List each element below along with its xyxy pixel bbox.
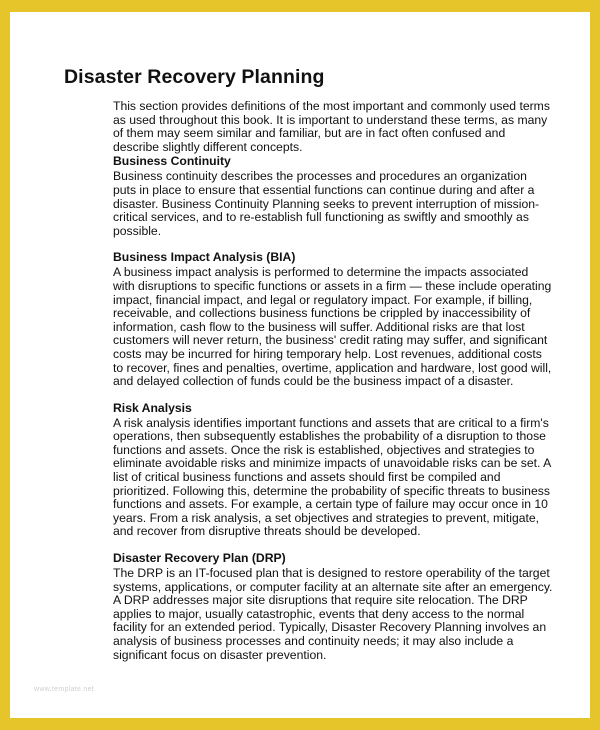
section-body: Business continuity describes the processes and procedures an organization puts in place to ensure that essential functions can continue during and after a disaster. Business Continuity Planning seeks to prevent interruption of mission-critical services, and to re-establish full functioning as swiftly and smoothly as possible. <box>113 169 540 238</box>
section-business-impact-analysis <box>113 250 553 388</box>
document-title: Disaster Recovery Planning <box>64 66 325 88</box>
section-heading: Business Impact Analysis (BIA) <box>113 250 296 265</box>
section-disaster-recovery-plan <box>113 551 553 662</box>
section-heading: Disaster Recovery Plan (DRP) <box>113 551 286 566</box>
section-body: A risk analysis identifies important functions and assets that are critical to a firm's operations, then subsequently establishes the probability of a disruption to those functions and assets. Once the risk is established, objectives and strategies to eliminate avoidable risks and minimize impacts of unavoidable risks can be set. A list of critical business functions and assets should first be compiled and prioritized. Following this, determine the probability of specific threats to business functions and assets. For example, a certain type of failure may occur once in 10 years. From a risk analysis, a set objectives and strategies to prevent, mitigate, and recover from disruptive threats should be developed. <box>113 415 551 539</box>
section-body: A business impact analysis is performed to determine the impacts associated with disruptions to specific functions or assets in a firm — these include operating impact, financial impact, and legal or regulatory impact. For example, if billing, receivable, and collections business functions be crippled by inaccessibility of information, cash flow to the business will suffer. Additional risks are that lost customers will never return, the business' credit rating may suffer, and significant costs may be incurred for hiring temporary help. Lost revenues, additional costs to recover, fines and penalties, overtime, application and hardware, lost good will, and delayed collection of funds could be the business impact of a disaster. <box>113 265 552 389</box>
document-page <box>10 12 590 718</box>
section-heading: Risk Analysis <box>113 400 192 415</box>
document-content <box>113 100 553 674</box>
intro-paragraph: This section provides definitions of the most important and commonly used terms as used throughout this book. It is important to understand these terms, as many of them may seem similar and familiar, but are in fact often confused and describe slightly different concepts. <box>113 99 550 154</box>
section-body: The DRP is an IT-focused plan that is designed to restore operability of the target systems, applications, or computer facility at an alternate site after an emergency. A DRP addresses major site disruptions that require site relocation. The DRP applies to major, usually catastrophic, events that deny access to the normal facility for an extended period. Typically, Disaster Recovery Planning involves an analysis of business processes and continuity needs; it may also include a significant focus on disaster prevention. <box>113 566 553 662</box>
watermark-text: www.template.net <box>34 686 95 693</box>
section-risk-analysis <box>113 401 553 539</box>
section-heading: Business Continuity <box>113 154 231 169</box>
section-business-continuity <box>113 154 553 238</box>
